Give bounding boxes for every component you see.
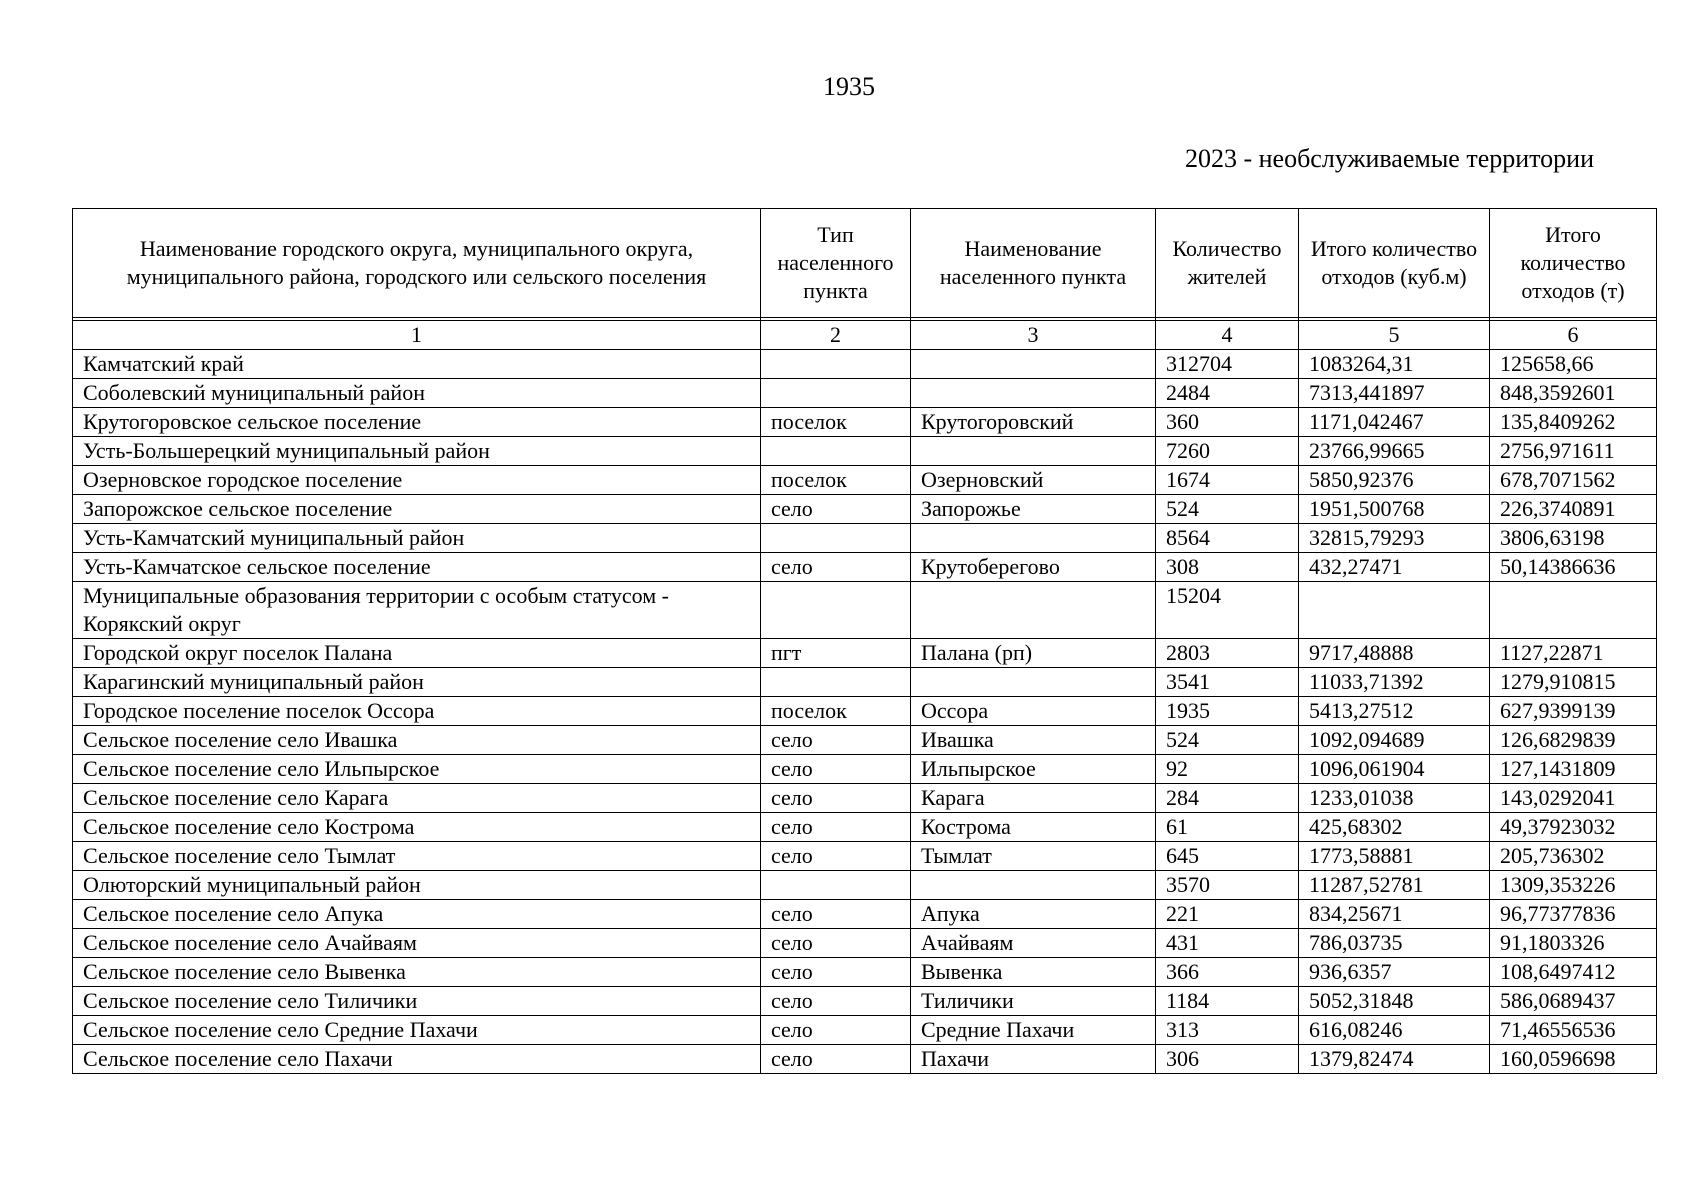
cell-population: 2484 (1156, 379, 1299, 408)
cell-settlement-name: Ильпырское (911, 755, 1156, 784)
cell-population: 306 (1156, 1045, 1299, 1074)
cell-waste-t: 71,46556536 (1490, 1016, 1657, 1045)
cell-settlement-type (761, 350, 911, 379)
cell-municipality: Соболевский муниципальный район (73, 379, 761, 408)
cell-waste-t: 586,0689437 (1490, 987, 1657, 1016)
cell-municipality: Сельское поселение село Кострома (73, 813, 761, 842)
table-row (73, 639, 1657, 668)
cell-municipality: Муниципальные образования территории с особым статусом - Корякский округ (73, 582, 761, 639)
cell-settlement-name: Озерновский (911, 466, 1156, 495)
cell-settlement-name (911, 871, 1156, 900)
cell-municipality: Сельское поселение село Вывенка (73, 958, 761, 987)
column-number: 4 (1156, 321, 1299, 350)
cell-population: 3541 (1156, 668, 1299, 697)
cell-waste-t: 2756,971611 (1490, 437, 1657, 466)
cell-municipality: Городской округ поселок Палана (73, 639, 761, 668)
cell-population: 360 (1156, 408, 1299, 437)
cell-waste-t: 848,3592601 (1490, 379, 1657, 408)
column-number: 1 (73, 321, 761, 350)
cell-municipality: Камчатский край (73, 350, 761, 379)
page-subtitle: 2023 - необслуживаемые территории (1184, 144, 1594, 173)
cell-waste-t (1490, 582, 1657, 639)
cell-municipality: Сельское поселение село Средние Пахачи (73, 1016, 761, 1045)
cell-waste-t: 126,6829839 (1490, 726, 1657, 755)
cell-settlement-type: село (761, 726, 911, 755)
cell-waste-t: 1309,353226 (1490, 871, 1657, 900)
table-row (73, 813, 1657, 842)
cell-waste-m3: 1233,01038 (1299, 784, 1490, 813)
cell-municipality: Запорожское сельское поселение (73, 495, 761, 524)
cell-municipality: Усть-Большерецкий муниципальный район (73, 437, 761, 466)
cell-municipality: Сельское поселение село Карага (73, 784, 761, 813)
cell-settlement-type (761, 871, 911, 900)
cell-settlement-type: село (761, 553, 911, 582)
cell-waste-m3: 11287,52781 (1299, 871, 1490, 900)
cell-municipality: Городское поселение поселок Оссора (73, 697, 761, 726)
cell-waste-m3: 1171,042467 (1299, 408, 1490, 437)
cell-settlement-name: Оссора (911, 697, 1156, 726)
cell-settlement-type: поселок (761, 466, 911, 495)
cell-settlement-type: село (761, 1016, 911, 1045)
cell-population: 308 (1156, 553, 1299, 582)
page-number: 1935 (823, 72, 875, 101)
cell-waste-m3: 834,25671 (1299, 900, 1490, 929)
cell-waste-m3: 11033,71392 (1299, 668, 1490, 697)
cell-waste-m3: 1773,58881 (1299, 842, 1490, 871)
header-settlement-type: Тип населенного пункта (761, 209, 911, 318)
table-body (73, 350, 1657, 1074)
cell-settlement-type: пгт (761, 639, 911, 668)
cell-settlement-type: село (761, 755, 911, 784)
cell-population: 1184 (1156, 987, 1299, 1016)
column-number-row (73, 321, 1657, 350)
cell-settlement-type: поселок (761, 408, 911, 437)
table-row (73, 929, 1657, 958)
table-row (73, 958, 1657, 987)
cell-population: 61 (1156, 813, 1299, 842)
cell-waste-m3: 5850,92376 (1299, 466, 1490, 495)
cell-waste-t: 49,37923032 (1490, 813, 1657, 842)
cell-municipality: Сельское поселение село Ачайваям (73, 929, 761, 958)
cell-waste-t: 125658,66 (1490, 350, 1657, 379)
cell-waste-t: 205,736302 (1490, 842, 1657, 871)
cell-waste-m3: 1379,82474 (1299, 1045, 1490, 1074)
cell-waste-t: 1127,22871 (1490, 639, 1657, 668)
header-settlement-name: Наименование населенного пункта (911, 209, 1156, 318)
cell-waste-m3: 616,08246 (1299, 1016, 1490, 1045)
cell-waste-m3: 432,27471 (1299, 553, 1490, 582)
table-row (73, 350, 1657, 379)
header-waste-m3: Итого количество отходов (куб.м) (1299, 209, 1490, 318)
column-number: 3 (911, 321, 1156, 350)
cell-municipality: Сельское поселение село Пахачи (73, 1045, 761, 1074)
cell-municipality: Озерновское городское поселение (73, 466, 761, 495)
cell-waste-t: 678,7071562 (1490, 466, 1657, 495)
cell-settlement-type: село (761, 784, 911, 813)
cell-population: 524 (1156, 495, 1299, 524)
cell-settlement-name (911, 379, 1156, 408)
cell-municipality: Сельское поселение село Ивашка (73, 726, 761, 755)
table-row (73, 408, 1657, 437)
cell-municipality: Усть-Камчатский муниципальный район (73, 524, 761, 553)
cell-municipality: Усть-Камчатское сельское поселение (73, 553, 761, 582)
header-waste-t: Итого количество отходов (т) (1490, 209, 1657, 318)
table-row (73, 495, 1657, 524)
column-number: 6 (1490, 321, 1657, 350)
column-number: 2 (761, 321, 911, 350)
cell-settlement-name: Карага (911, 784, 1156, 813)
table-row (73, 1016, 1657, 1045)
cell-waste-m3: 9717,48888 (1299, 639, 1490, 668)
cell-municipality: Крутогоровское сельское поселение (73, 408, 761, 437)
cell-settlement-type: село (761, 495, 911, 524)
cell-settlement-type (761, 582, 911, 639)
cell-settlement-name: Крутоберегово (911, 553, 1156, 582)
table-row (73, 1045, 1657, 1074)
cell-population: 1674 (1156, 466, 1299, 495)
table-row (73, 755, 1657, 784)
cell-population: 92 (1156, 755, 1299, 784)
cell-waste-t: 108,6497412 (1490, 958, 1657, 987)
cell-settlement-name: Средние Пахачи (911, 1016, 1156, 1045)
table-row (73, 668, 1657, 697)
cell-settlement-type: поселок (761, 697, 911, 726)
cell-waste-m3: 1083264,31 (1299, 350, 1490, 379)
cell-municipality: Сельское поселение село Апука (73, 900, 761, 929)
cell-settlement-type (761, 379, 911, 408)
cell-settlement-type (761, 437, 911, 466)
cell-waste-t: 226,3740891 (1490, 495, 1657, 524)
cell-settlement-name: Крутогоровский (911, 408, 1156, 437)
cell-settlement-name (911, 524, 1156, 553)
cell-settlement-name: Ачайваям (911, 929, 1156, 958)
cell-population: 1935 (1156, 697, 1299, 726)
cell-settlement-type (761, 668, 911, 697)
cell-population: 3570 (1156, 871, 1299, 900)
cell-settlement-name: Вывенка (911, 958, 1156, 987)
cell-population: 524 (1156, 726, 1299, 755)
table-row (73, 726, 1657, 755)
cell-waste-m3: 936,6357 (1299, 958, 1490, 987)
cell-population: 15204 (1156, 582, 1299, 639)
table-row (73, 524, 1657, 553)
cell-settlement-type: село (761, 813, 911, 842)
cell-population: 7260 (1156, 437, 1299, 466)
cell-population: 645 (1156, 842, 1299, 871)
cell-settlement-type: село (761, 958, 911, 987)
cell-waste-m3: 1096,061904 (1299, 755, 1490, 784)
cell-municipality: Сельское поселение село Тиличики (73, 987, 761, 1016)
cell-waste-m3: 32815,79293 (1299, 524, 1490, 553)
cell-waste-t: 91,1803326 (1490, 929, 1657, 958)
cell-population: 284 (1156, 784, 1299, 813)
cell-population: 431 (1156, 929, 1299, 958)
cell-waste-m3: 786,03735 (1299, 929, 1490, 958)
cell-waste-t: 3806,63198 (1490, 524, 1657, 553)
cell-waste-m3: 7313,441897 (1299, 379, 1490, 408)
cell-settlement-name: Запорожье (911, 495, 1156, 524)
column-number: 5 (1299, 321, 1490, 350)
cell-waste-t: 96,77377836 (1490, 900, 1657, 929)
cell-settlement-name: Кострома (911, 813, 1156, 842)
table-row (73, 697, 1657, 726)
cell-settlement-name: Тиличики (911, 987, 1156, 1016)
cell-settlement-name: Тымлат (911, 842, 1156, 871)
table-row (73, 553, 1657, 582)
cell-settlement-type: село (761, 842, 911, 871)
cell-population: 2803 (1156, 639, 1299, 668)
cell-municipality: Сельское поселение село Тымлат (73, 842, 761, 871)
cell-waste-m3: 5413,27512 (1299, 697, 1490, 726)
cell-settlement-name: Апука (911, 900, 1156, 929)
cell-population: 221 (1156, 900, 1299, 929)
cell-settlement-name (911, 668, 1156, 697)
waste-data-table (72, 208, 1657, 1074)
cell-waste-t: 50,14386636 (1490, 553, 1657, 582)
cell-settlement-name: Палана (рп) (911, 639, 1156, 668)
table-row (73, 582, 1657, 639)
cell-waste-m3: 23766,99665 (1299, 437, 1490, 466)
header-municipality: Наименование городского округа, муниципального округа, муниципального района, городского или сельского поселения (73, 209, 761, 318)
cell-settlement-type: село (761, 900, 911, 929)
cell-settlement-type: село (761, 929, 911, 958)
cell-population: 366 (1156, 958, 1299, 987)
cell-waste-m3: 1951,500768 (1299, 495, 1490, 524)
cell-waste-m3: 5052,31848 (1299, 987, 1490, 1016)
table-row (73, 437, 1657, 466)
cell-population: 312704 (1156, 350, 1299, 379)
cell-waste-t: 127,1431809 (1490, 755, 1657, 784)
cell-settlement-type (761, 524, 911, 553)
table-row (73, 871, 1657, 900)
cell-waste-m3: 425,68302 (1299, 813, 1490, 842)
cell-population: 313 (1156, 1016, 1299, 1045)
table-row (73, 842, 1657, 871)
table-header-row (73, 209, 1657, 318)
cell-municipality: Сельское поселение село Ильпырское (73, 755, 761, 784)
cell-waste-t: 135,8409262 (1490, 408, 1657, 437)
cell-settlement-name (911, 582, 1156, 639)
cell-municipality: Карагинский муниципальный район (73, 668, 761, 697)
table-row (73, 466, 1657, 495)
cell-waste-m3 (1299, 582, 1490, 639)
cell-waste-t: 627,9399139 (1490, 697, 1657, 726)
cell-waste-m3: 1092,094689 (1299, 726, 1490, 755)
cell-settlement-name (911, 437, 1156, 466)
cell-waste-t: 1279,910815 (1490, 668, 1657, 697)
cell-settlement-type: село (761, 1045, 911, 1074)
cell-settlement-type: село (761, 987, 911, 1016)
header-population: Количество жителей (1156, 209, 1299, 318)
cell-settlement-name: Пахачи (911, 1045, 1156, 1074)
cell-settlement-name: Ивашка (911, 726, 1156, 755)
table-row (73, 379, 1657, 408)
cell-waste-t: 143,0292041 (1490, 784, 1657, 813)
cell-municipality: Олюторский муниципальный район (73, 871, 761, 900)
cell-waste-t: 160,0596698 (1490, 1045, 1657, 1074)
table-row (73, 987, 1657, 1016)
table-row (73, 900, 1657, 929)
table-row (73, 784, 1657, 813)
cell-settlement-name (911, 350, 1156, 379)
cell-population: 8564 (1156, 524, 1299, 553)
